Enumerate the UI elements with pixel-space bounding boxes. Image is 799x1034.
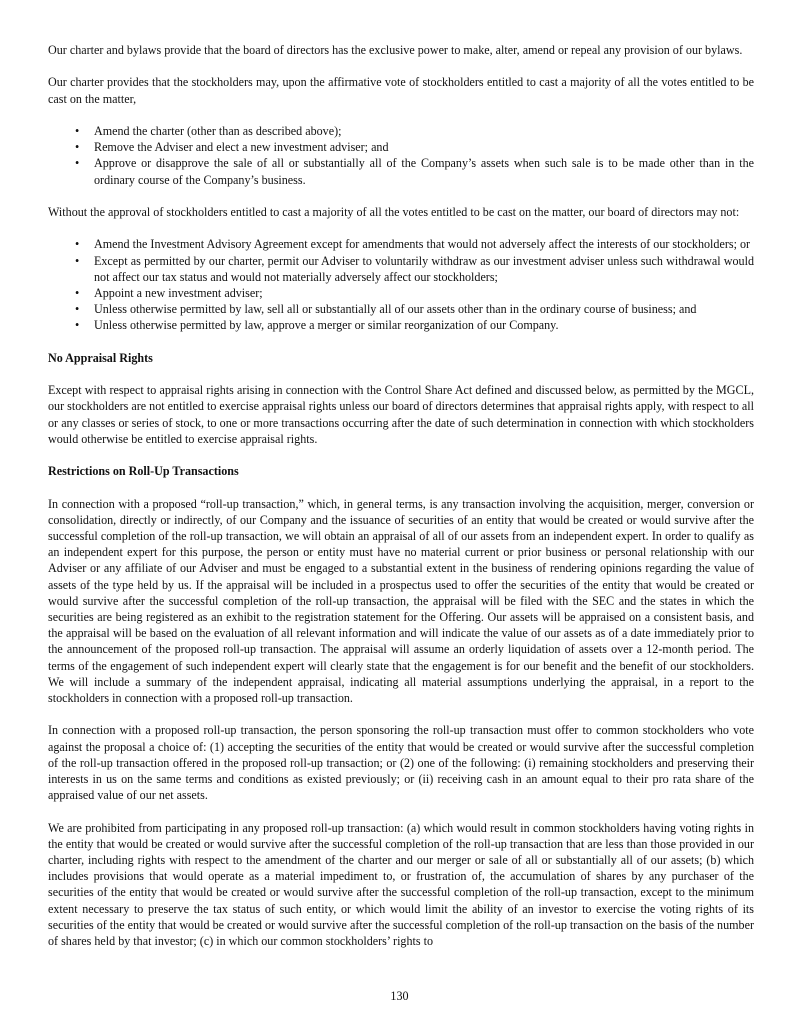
bullet-icon: • xyxy=(75,302,80,317)
paragraph-appraisal-rights: Except with respect to appraisal rights arising in connection with the Control Share Act defined and discussed below, as permitted by the MGCL, our stockholders are not entitled to exercise appraisal rights unless our board of directors determines that appraisal rights apply, with respect to all or any classes or series of stock, to one or more transactions occurring after the date of such determination in connection with which stockholders would otherwise be entitled to exercise appraisal rights. xyxy=(48,383,754,446)
bullet-icon: • xyxy=(75,318,80,333)
list-item: • Except as permitted by our charter, permit our Adviser to voluntarily withdraw as our investment adviser unless such withdrawal would not affect our tax status and would not materially adversely affect our stockholders; xyxy=(75,253,754,284)
list-item: • Amend the charter (other than as described above); xyxy=(75,123,342,138)
list-item: • Unless otherwise permitted by law, approve a merger or similar reorganization of our Company. xyxy=(75,318,559,333)
bullet-icon: • xyxy=(75,123,80,138)
list-item: • Remove the Adviser and elect a new investment adviser; and xyxy=(75,140,389,155)
bullet-icon: • xyxy=(75,285,80,300)
paragraph-stockholder-vote: Our charter provides that the stockholders may, upon the affirmative vote of stockholders entitled to cast a majority of all the votes entitled to be cast on the matter, xyxy=(48,75,754,106)
document-page xyxy=(48,42,754,965)
list-item: • Appoint a new investment adviser; xyxy=(75,285,263,300)
heading-no-appraisal-rights: No Appraisal Rights xyxy=(48,350,153,365)
paragraph-roll-up-sponsor-offer: In connection with a proposed roll-up transaction, the person sponsoring the roll-up transaction must offer to common stockholders who vote against the proposal a choice of: (1) accepting the securities of the entity that would be created or would survive after the successful completion of the roll-up transaction offered in the proposed roll-up transaction; or (2) one of the following: (i) remaining stockholders and preserving their interests in us on the same terms and conditions as existed previously; or (ii) receiving cash in an amount equal to their pro rata share of the appraised value of our net assets. xyxy=(48,723,754,803)
page-number: 130 xyxy=(390,989,409,1003)
bullet-icon: • xyxy=(75,237,80,252)
board-restrictions-list xyxy=(48,236,754,333)
stockholder-powers-list xyxy=(48,123,754,188)
paragraph-board-restrictions: Without the approval of stockholders entitled to cast a majority of all the votes entitled to be cast on the matter, our board of directors may not: xyxy=(48,204,740,219)
heading-roll-up-restrictions: Restrictions on Roll-Up Transactions xyxy=(48,464,239,479)
bullet-icon: • xyxy=(75,140,80,155)
bullet-icon: • xyxy=(75,253,80,268)
list-item: • Approve or disapprove the sale of all or substantially all of the Company’s assets when such sale is to be made other than in the ordinary course of the Company’s business. xyxy=(75,156,754,187)
list-item: • Unless otherwise permitted by law, sell all or substantially all of our assets other than in the ordinary course of business; and xyxy=(75,302,697,317)
paragraph-roll-up-appraisal: In connection with a proposed “roll-up transaction,” which, in general terms, is any transaction involving the acquisition, merger, conversion or consolidation, directly or indirectly, of our Company and the issuance of securities of an entity that would be created or would survive after the successful completion of the roll-up transaction, we will obtain an appraisal of all of our assets from an independent expert. In order to qualify as an independent expert for this purpose, the person or entity must have no material current or prior business or personal relationship with our Adviser or any affiliate of our Adviser and must be engaged to a substantial extent in the business of rendering opinions regarding the value of assets of the type held by us. If the appraisal will be included in a prospectus used to offer the securities of the entity that would be created or would survive after the successful completion of the roll-up transaction, the appraisal will be filed with the SEC and the states in which the securities are being registered as an exhibit to the registration statement for the Offering. Our assets will be appraised on a consistent basis, and the appraisal will be based on the evaluation of all relevant information and will indicate the value of our assets as of a date immediately prior to the announcement of the proposed roll-up transaction. The appraisal will assume an orderly liquidation of assets over a 12-month period. The terms of the engagement of such independent expert will clearly state that the engagement is for our benefit and the benefit of our stockholders. We will include a summary of the independent appraisal, indicating all material assumptions underlying the appraisal, in a report to the stockholders in connection with a proposed roll-up transaction. xyxy=(48,496,754,705)
bullet-icon: • xyxy=(75,156,80,171)
paragraph-bylaws-amendment: Our charter and bylaws provide that the board of directors has the exclusive power to make, alter, amend or repeal any provision of our bylaws. xyxy=(48,43,743,57)
list-item: • Amend the Investment Advisory Agreement except for amendments that would not adversely affect the interests of our stockholders; or xyxy=(75,237,751,252)
paragraph-roll-up-prohibitions: We are prohibited from participating in any proposed roll-up transaction: (a) which would result in common stockholders having voting rights in the entity that would be created or would survive after the successful completion of the roll-up transaction that are less than those provided in our charter, including rights with respect to the amendment of the charter and our merger or sale of all or substantially all of our assets; (b) which includes provisions that would operate as a material impediment to, or frustration of, the accumulation of shares by any purchaser of the securities of the entity that would be created or would survive after the successful completion of the roll-up transaction, except to the minimum extent necessary to preserve the tax status of such entity, or which would limit the ability of an investor to exercise the voting rights of its securities of the entity that would be created or would survive after the successful completion of the roll-up transaction on the basis of the number of shares held by that investor; (c) in which our common stockholders’ rights to xyxy=(48,820,754,949)
